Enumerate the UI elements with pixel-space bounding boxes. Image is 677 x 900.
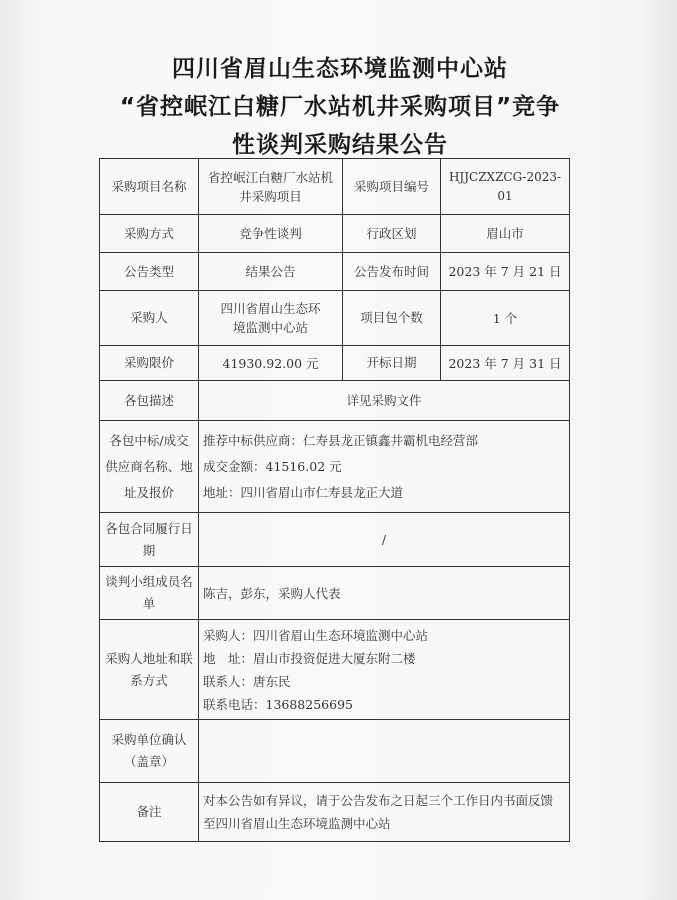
project-no-value: HJJCZXZCG-2023-01 <box>441 159 570 215</box>
method-label: 采购方式 <box>100 215 199 253</box>
winner-cell <box>199 421 570 513</box>
winner-supplier: 推荐中标供应商：仁寿县龙正镇鑫井霸机电经营部 <box>203 432 479 448</box>
open-date-label: 开标日期 <box>343 346 441 381</box>
notice-type-label: 公告类型 <box>100 253 199 291</box>
panel-value: 陈吉，彭东，采购人代表 <box>199 567 570 620</box>
project-name-label: 采购项目名称 <box>100 159 199 215</box>
desc-label: 各包描述 <box>100 381 199 421</box>
remark-label: 备注 <box>100 783 199 842</box>
contact-label: 采购人地址和联系方式 <box>100 620 199 720</box>
table-row <box>100 513 570 567</box>
project-no-label: 采购项目编号 <box>343 159 441 215</box>
table-row <box>100 215 570 253</box>
table-row <box>100 291 570 346</box>
table-row <box>100 567 570 620</box>
confirm-value <box>199 720 570 783</box>
table-row <box>100 159 570 215</box>
publish-time-value: 2023 年 7 月 21 日 <box>441 253 570 291</box>
winner-address: 地址：四川省眉山市仁寿县龙正大道 <box>203 484 404 500</box>
contact-address: 地 址：眉山市投资促进大厦东附二楼 <box>203 650 416 666</box>
title-line-1: 四川省眉山生态环境监测中心站 <box>172 56 508 82</box>
contact-cell <box>199 620 570 720</box>
packages-label: 项目包个数 <box>343 291 441 346</box>
contact-phone: 联系电话：13688256695 <box>203 696 353 712</box>
title-line-2: “省控岷江白糖厂水站机井采购项目”竞争 <box>119 94 561 120</box>
contact-person: 联系人：唐东民 <box>203 673 291 689</box>
contract-label: 各包合同履行日期 <box>100 513 199 567</box>
limit-label: 采购限价 <box>100 346 199 381</box>
purchaser-label: 采购人 <box>100 291 199 346</box>
limit-value: 41930.92.00 元 <box>199 346 343 381</box>
remark-value: 对本公告如有异议，请于公告发布之日起三个工作日内书面反馈至四川省眉山生态环境监测中心站 <box>199 783 570 842</box>
table-row <box>100 783 570 842</box>
winner-label: 各包中标/成交供应商名称、地址及报价 <box>100 421 199 513</box>
contract-value: / <box>199 513 570 567</box>
purchaser-value: 四川省眉山生态环境监测中心站 <box>199 291 343 346</box>
title-line-3: 性谈判采购结果公告 <box>232 132 448 158</box>
result-table <box>99 158 570 842</box>
project-name-value: 省控岷江白糖厂水站机井采购项目 <box>199 159 343 215</box>
confirm-label: 采购单位确认（盖章） <box>100 720 199 783</box>
table-row <box>100 253 570 291</box>
table-row <box>100 620 570 720</box>
region-value: 眉山市 <box>441 215 570 253</box>
table-row <box>100 720 570 783</box>
winner-amount: 成交金额：41516.02 元 <box>203 458 342 474</box>
desc-value: 详见采购文件 <box>199 381 570 421</box>
table-row <box>100 346 570 381</box>
publish-time-label: 公告发布时间 <box>343 253 441 291</box>
notice-type-value: 结果公告 <box>199 253 343 291</box>
table-row <box>100 421 570 513</box>
open-date-value: 2023 年 7 月 31 日 <box>441 346 570 381</box>
table-row <box>100 381 570 421</box>
method-value: 竞争性谈判 <box>199 215 343 253</box>
panel-label: 谈判小组成员名单 <box>100 567 199 620</box>
packages-value: 1 个 <box>441 291 570 346</box>
contact-purchaser: 采购人：四川省眉山生态环境监测中心站 <box>203 627 429 643</box>
region-label: 行政区划 <box>343 215 441 253</box>
